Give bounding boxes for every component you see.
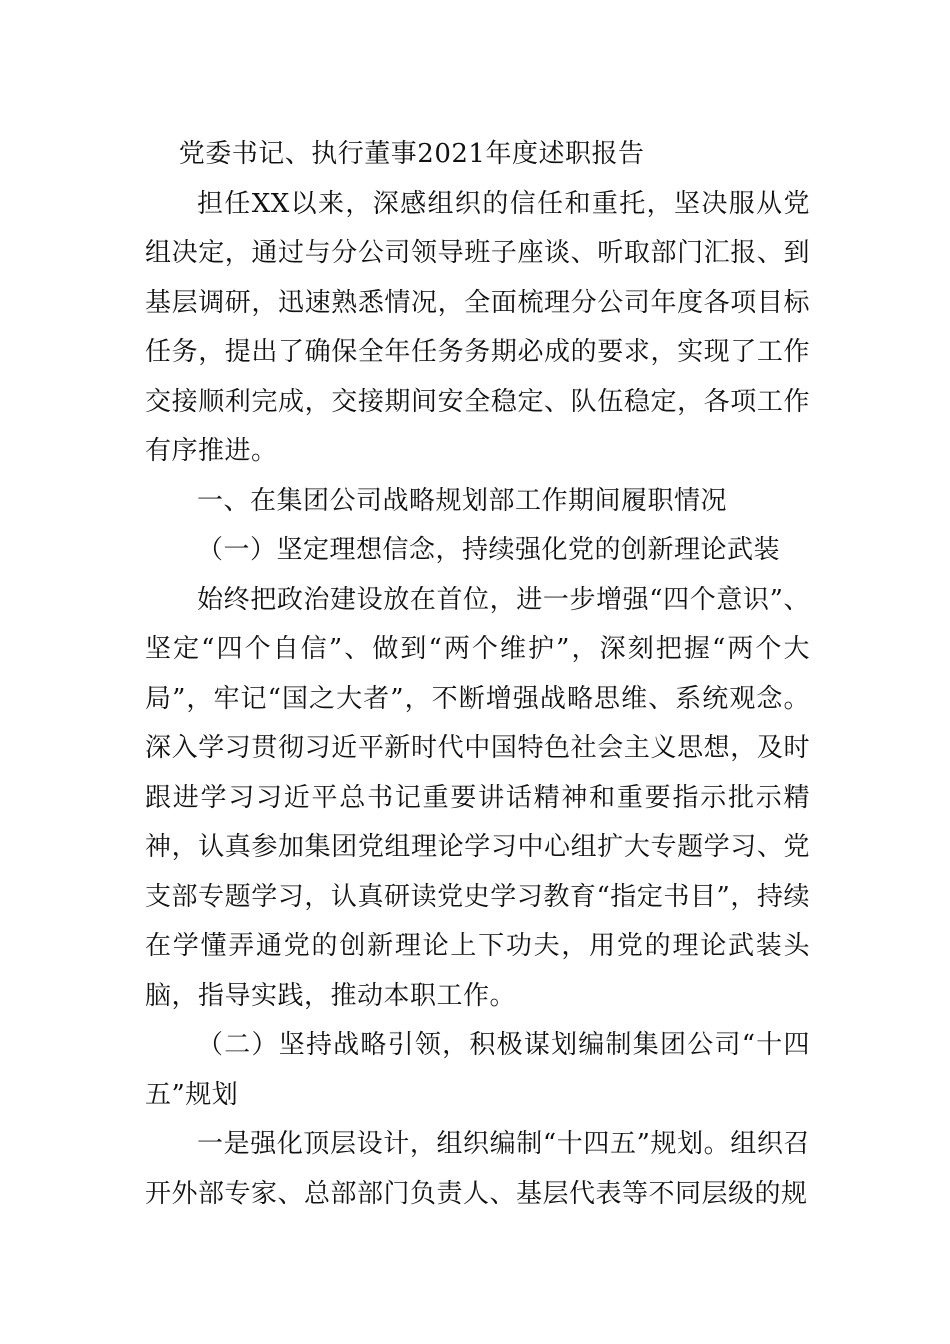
section-heading-1: 一、在集团公司战略规划部工作期间履职情况 (197, 485, 728, 516)
document-title: 党委书记、执行董事2021年度述职报告 (178, 139, 645, 169)
paragraph-political-construction: 始终把政治建设放在首位，进一步增强“四个意识”、坚定“四个自信”、做到“两个维护”，深刻把握“两个大局”，牢记“国之大者”，不断增强战略思维、系统观念。深入学习贯彻习近平新时代中国特色社会主义思想，及时跟进学习习近平总书记重要讲话精神和重要指示批示精神，认真参加集团党组理论学习中心组扩大专题学习、党支部专题学习，认真研读党史学习教育“指定书目”，持续在学懂弄通党的创新理论上下功夫，用党的理论武装头脑，指导实践，推动本职工作。 (145, 584, 810, 1011)
subsection-heading-1: （一）坚定理想信念，持续强化党的创新理论武装 (197, 535, 781, 565)
paragraph-top-level-design: 一是强化顶层设计，组织编制“十四五”规划。组织召开外部专家、总部部门负责人、基层代表等不同层级的规 (145, 1129, 810, 1209)
subsection-heading-2: （二）坚持战略引领，积极谋划编制集团公司“十四五”规划 (145, 1030, 810, 1110)
paragraph-intro: 担任XX以来，深感组织的信任和重托，坚决服从党组决定，通过与分公司领导班子座谈、听取部门汇报、到基层调研，迅速熟悉情况，全面梳理分公司年度各项目标任务，提出了确保全年任务务期必成的要求，实现了工作交接顺利完成，交接期间安全稳定、队伍稳定，各项工作有序推进。 (145, 188, 810, 466)
document-body (145, 130, 810, 1219)
